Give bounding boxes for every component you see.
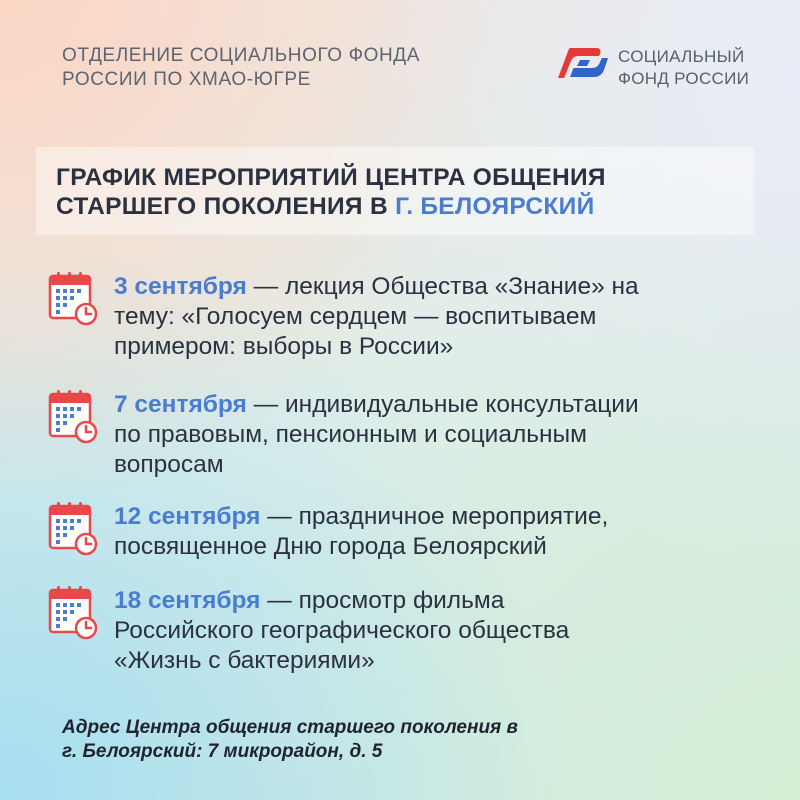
calendar-clock-icon	[48, 272, 100, 328]
event-text	[114, 390, 764, 480]
event-date: 18 сентября	[114, 587, 261, 614]
center-address-line2: г. Белоярский: 7 микрорайон, д. 5	[62, 741, 383, 762]
calendar-clock-icon	[48, 502, 100, 558]
event-line: посвященное Дню города Белоярский	[114, 533, 547, 560]
calendar-clock-icon	[48, 390, 100, 446]
event-line: тему: «Голосуем сердцем — воспитываем	[114, 303, 597, 330]
event-text	[114, 272, 764, 362]
page-title-line1: ГРАФИК МЕРОПРИЯТИЙ ЦЕНТРА ОБЩЕНИЯ	[56, 164, 606, 191]
event-line: «Жизнь с бактериями»	[114, 647, 375, 674]
page-title-city: Г. БЕЛОЯРСКИЙ	[395, 193, 595, 220]
sfr-logo-icon	[556, 44, 610, 82]
organization-name	[62, 44, 420, 92]
event-line	[114, 272, 764, 302]
event-description: — лекция Общества «Знание» на	[246, 273, 639, 300]
event-date: 7 сентября	[114, 391, 247, 418]
calendar-clock-icon	[48, 586, 100, 642]
page-title	[56, 163, 606, 221]
event-date: 12 сентября	[114, 503, 261, 530]
event-line	[114, 502, 764, 532]
event-line: примером: выборы в России»	[114, 333, 454, 360]
title-box	[36, 147, 754, 235]
event-description: — индивидуальные консультации	[246, 391, 639, 418]
event-description: — просмотр фильма	[260, 587, 505, 614]
event-text	[114, 586, 764, 676]
page-title-line2-prefix: СТАРШЕГО ПОКОЛЕНИЯ В	[56, 193, 396, 220]
center-address	[62, 716, 518, 764]
event-line: вопросам	[114, 451, 224, 478]
logo-text-line2: ФОНД РОССИИ	[618, 69, 750, 88]
logo-text-line1: СОЦИАЛЬНЫЙ	[618, 47, 745, 66]
organization-name-line1: ОТДЕЛЕНИЕ СОЦИАЛЬНОГО ФОНДА	[62, 45, 421, 66]
event-date: 3 сентября	[114, 273, 247, 300]
page-title-line2	[56, 192, 606, 221]
event-line	[114, 586, 764, 616]
organization-name-line2: РОССИИ ПО ХМАО-ЮГРЕ	[62, 69, 311, 90]
logo-text	[618, 46, 749, 90]
event-text	[114, 502, 764, 562]
center-address-line1: Адрес Центра общения старшего поколения в	[62, 717, 518, 738]
event-line	[114, 390, 764, 420]
event-line: по правовым, пенсионным и социальным	[114, 421, 588, 448]
event-line: Российского географического общества	[114, 617, 570, 644]
event-description: — праздничное мероприятие,	[260, 503, 609, 530]
